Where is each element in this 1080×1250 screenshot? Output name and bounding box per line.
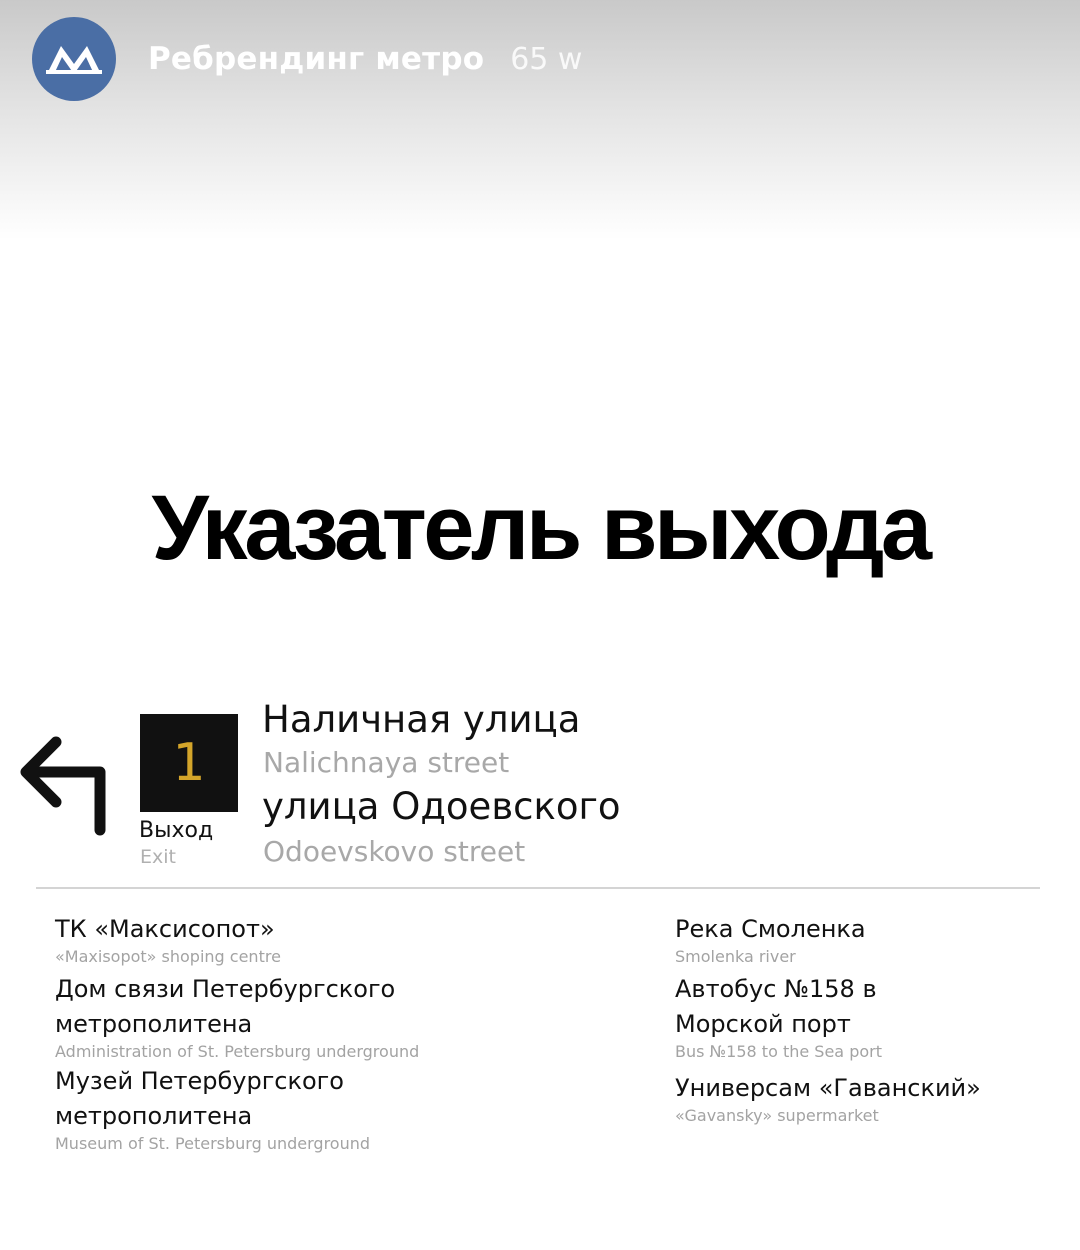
exit-label-en: Exit [140, 846, 176, 868]
destination-name-ru: Река Смоленка [675, 915, 866, 943]
street-name-ru: улица Одоевского [262, 785, 621, 828]
exit-number: 1 [172, 733, 206, 793]
destination-item [55, 1064, 435, 1154]
destination-name-ru: Музей Петербургского метрополитена [55, 1067, 344, 1130]
destination-item [675, 912, 1080, 967]
account-name[interactable]: Ребрендинг метро [148, 41, 485, 77]
destination-item [675, 1071, 1055, 1126]
destination-name-ru: ТК «Максисопот» [55, 915, 275, 943]
destination-name-en: Museum of St. Petersburg underground [55, 1134, 371, 1153]
destination-name-en: «Maxisopot» shoping centre [55, 947, 281, 966]
destination-item [675, 972, 935, 1062]
post-age: 65 w [510, 41, 583, 77]
exit-label: Выход [139, 818, 214, 843]
destination-name-en: Smolenka river [675, 947, 796, 966]
story-header [32, 16, 582, 102]
destination-name-ru: Универсам «Гаванский» [675, 1074, 981, 1102]
destination-item [55, 912, 525, 967]
destination-name-en: Administration of St. Petersburg underground [55, 1042, 420, 1061]
street-name-ru: Наличная улица [262, 698, 581, 741]
street-name-en: Nalichnaya street [263, 746, 510, 779]
destination-name-en: Bus №158 to the Sea port [675, 1042, 882, 1061]
metro-logo-icon [46, 44, 102, 74]
destination-name-en: «Gavansky» supermarket [675, 1106, 879, 1125]
arrow-turn-left-icon [18, 730, 114, 838]
destination-name-ru: Автобус №158 в Морской порт [675, 975, 877, 1038]
slide-headline: Указатель выхода [151, 477, 929, 579]
street-name-en: Odoevskovo street [263, 835, 526, 868]
divider [36, 887, 1040, 889]
account-avatar[interactable] [32, 17, 116, 101]
exit-number-badge [140, 714, 238, 812]
destination-name-ru: Дом связи Петербургского метрополитена [55, 975, 396, 1038]
destination-item [55, 972, 475, 1062]
